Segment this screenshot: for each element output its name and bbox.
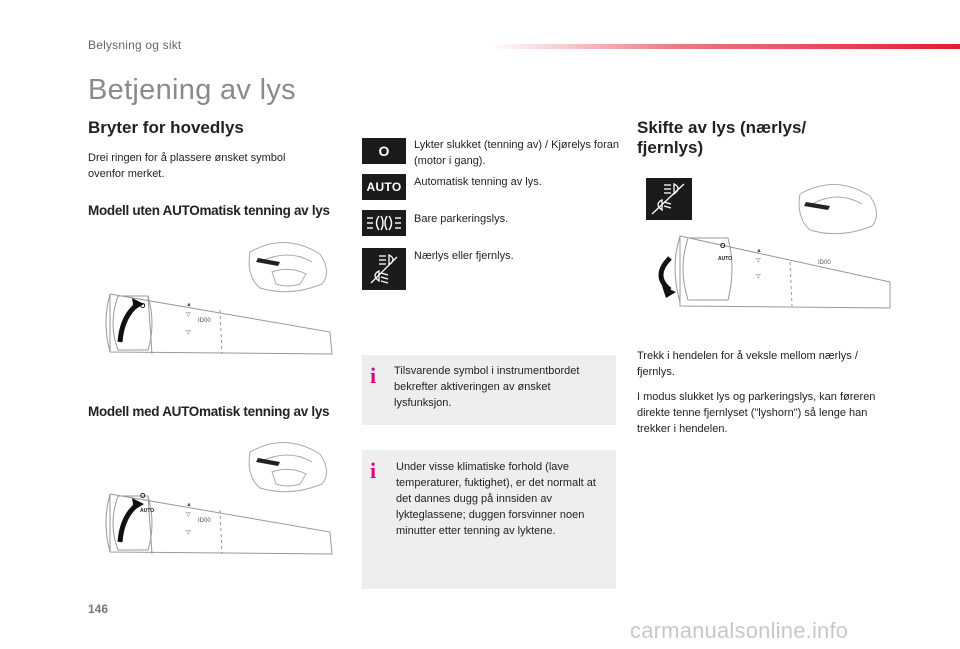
- ring-auto-label: AUTO: [718, 256, 733, 262]
- info-note-2-text: Under visse klimatiske forhold (lave temperaturer, fuktighet), er det normalt at det dannes dugg på innsiden av lykteglassene; duggen forsvinner noen minutter etter tenning av lyktene.: [396, 461, 596, 537]
- svg-text:▽: ▽: [186, 330, 191, 336]
- svg-text:▽: ▽: [756, 258, 761, 264]
- light-stalk-illustration-auto: [100, 432, 342, 567]
- dipped-main-beam-icon: [362, 248, 406, 290]
- page-title: Betjening av lys: [88, 74, 296, 106]
- svg-text:▲: ▲: [756, 248, 762, 254]
- svg-text:▽: ▽: [186, 312, 191, 318]
- info-note-1: [362, 355, 616, 425]
- svg-text:ID00: ID00: [198, 318, 211, 324]
- svg-text:ID00: ID00: [818, 260, 831, 266]
- info-icon: i: [370, 363, 377, 388]
- light-stalk-illustration-no-auto: [100, 232, 342, 367]
- symbol-off-text: Lykter slukket (tenning av) / Kjørelys foran (motor i gang).: [414, 139, 620, 167]
- model-with-auto-heading: Modell med AUTOmatisk tenning av lys: [88, 404, 330, 419]
- main-switch-heading: Bryter for hovedlys: [88, 118, 244, 137]
- symbol-auto-text: Automatisk tenning av lys.: [414, 176, 542, 188]
- beam-stalk-illustration: [640, 172, 892, 312]
- symbol-parking-text: Bare parkeringslys.: [414, 213, 509, 225]
- auto-symbol-icon: AUTO: [362, 174, 406, 200]
- symbol-beam-text: Nærlys eller fjernlys.: [414, 250, 514, 262]
- svg-text:ID00: ID00: [198, 518, 211, 524]
- ring-auto-label: AUTO: [140, 508, 155, 514]
- ring-o-label: O: [140, 493, 146, 500]
- svg-text:▲: ▲: [186, 502, 192, 508]
- beam-switch-heading: Skifte av lys (nærlys/ fjernlys): [637, 118, 807, 157]
- parking-lights-icon: [362, 210, 406, 236]
- svg-text:▲: ▲: [186, 302, 192, 308]
- main-switch-intro: Drei ringen for å plassere ønsket symbol ovenfor merket.: [88, 152, 286, 180]
- page-number: 146: [88, 602, 109, 616]
- ring-o-label: O: [140, 303, 146, 310]
- header-accent-bar: [490, 44, 960, 49]
- info-note-2: [362, 450, 616, 589]
- svg-text:▽: ▽: [186, 512, 191, 518]
- info-icon: i: [370, 458, 377, 483]
- beam-switch-para2: I modus slukket lys og parkeringslys, kan føreren direkte tenne fjernlyset ("lyshorn") så lenge han trekker i hendelen.: [637, 391, 876, 435]
- beam-switch-para1: Trekk i hendelen for å veksle mellom nærlys / fjernlys.: [637, 350, 858, 378]
- svg-text:▽: ▽: [186, 530, 191, 536]
- svg-text:▽: ▽: [756, 274, 761, 280]
- watermark: carmanualsonline.info: [630, 618, 849, 643]
- model-without-auto-heading: Modell uten AUTOmatisk tenning av lys: [88, 203, 330, 218]
- o-symbol-icon: O: [362, 138, 406, 164]
- section-header: Belysning og sikt: [88, 38, 182, 52]
- ring-o-label: O: [720, 243, 726, 250]
- info-note-1-text: Tilsvarende symbol i instrumentbordet bekrefter aktiveringen av ønsket lysfunksjon.: [394, 365, 580, 409]
